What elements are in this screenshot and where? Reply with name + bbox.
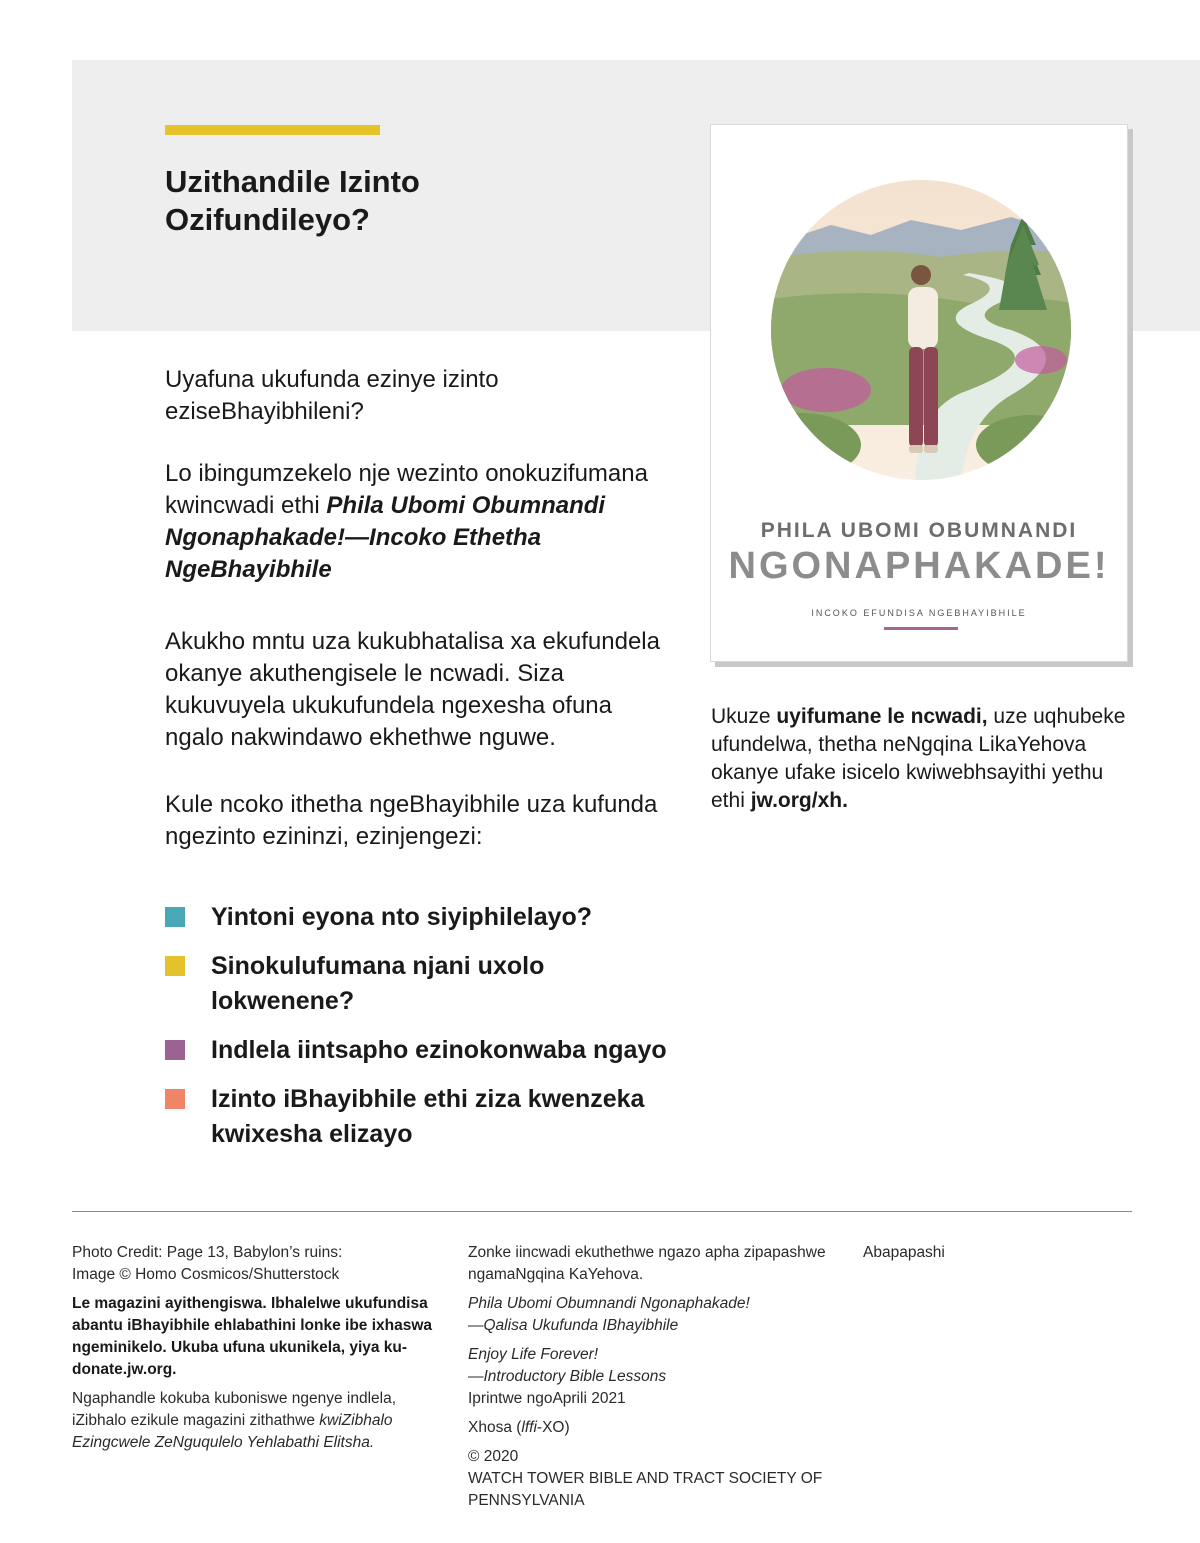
book-title: Phila Ubomi Obumnandi Ngonaphakade!—Incoko Ethetha NgeBhayibhile [165, 492, 606, 583]
list-item [165, 1033, 685, 1068]
photo-credit [72, 1242, 437, 1286]
list-item [165, 900, 685, 935]
cover-divider [884, 627, 958, 630]
copyright-holder: WATCH TOWER BIBLE AND TRACT SOCIETY OF PENNSYLVANIA [468, 1470, 823, 1509]
publisher-note: Zonke iincwadi ekuthethwe ngazo apha zipapashwe ngamaNgqina KaYehova. [468, 1244, 826, 1283]
title-line-1: Uzithandile Izinto [165, 164, 420, 199]
language-code-italic: lffi [521, 1419, 537, 1436]
donation-notice: Le magazini ayithengiswa. Ibhalelwe ukufundisa abantu iBhayibhile ehlabathini lonke ibe ixhaswa ngeminikelo. Ukuba ufuna ukunikela, yiya ku-donate.jw.org. [72, 1295, 433, 1378]
scripture-note [72, 1388, 437, 1454]
title-line-2: Ozifundileyo? [165, 202, 370, 237]
page-title [165, 163, 585, 239]
bullet-square-icon [165, 956, 185, 976]
request-note-text: uze uqhubeke ufundelwa, thetha neNgqina LikaYehova okanye ufake isicelo kwiwebhsayithi yethu ethi [711, 705, 1126, 812]
footer-divider [72, 1211, 1132, 1212]
bullet-square-icon [165, 1089, 185, 1109]
topic-label: Izinto iBhayibhile ethi ziza kwenzeka kwixesha elizayo [211, 1085, 645, 1148]
photo-credit-line-1: Photo Credit: Page 13, Babylon’s ruins: [72, 1244, 343, 1261]
intro-paragraph-3: Akukho mntu uza kukubhatalisa xa ekufundela okanye akuthengisele le ncwadi. Siza kukuvuyela ukukufundela ngexesha ofuna ngalo nakwindawo ekhethwe nguwe. [165, 628, 660, 751]
list-item [165, 949, 685, 1019]
website-link[interactable]: jw.org/xh. [750, 789, 848, 812]
copyright [468, 1446, 828, 1512]
photo-credit-line-2: Image © Homo Cosmicos/Shutterstock [72, 1266, 340, 1283]
english-title [468, 1344, 828, 1410]
request-note [711, 703, 1131, 815]
intro-paragraph-4: Kule ncoko ithetha ngeBhayibhile uza kufunda ngezinto ezininzi, ezinjengezi: [165, 791, 658, 850]
request-note-text: Ukuze [711, 705, 777, 728]
language-name: Xhosa ( [468, 1419, 522, 1436]
topic-label: Indlela iintsapho ezinokonwaba ngayo [211, 1036, 667, 1064]
local-title-line-2: —Qalisa Ukufunda IBhayibhile [468, 1317, 679, 1334]
footer-column-2 [468, 1242, 828, 1519]
language-code [468, 1417, 828, 1439]
cover-illustration [711, 125, 1129, 515]
cover-subtitle: PHILA UBOMI OBUMNANDI [760, 519, 1078, 542]
bullet-square-icon [165, 907, 185, 927]
intro-paragraph-2-text: Lo ibingumzekelo nje wezinto onokuzifumana kwincwadi ethi [165, 460, 648, 519]
local-title [468, 1293, 828, 1337]
topic-list [165, 900, 685, 1166]
english-title-line-1: Enjoy Life Forever! [468, 1346, 599, 1363]
request-note-bold: uyifumane le ncwadi, [776, 705, 988, 728]
accent-bar [165, 125, 380, 135]
local-title-line-1: Phila Ubomi Obumnandi Ngonaphakade! [468, 1295, 750, 1312]
print-date: Iprintwe ngoAprili 2021 [468, 1390, 626, 1407]
footer-column-3 [863, 1242, 1063, 1271]
bullet-square-icon [165, 1040, 185, 1060]
footer-column-1 [72, 1242, 437, 1461]
publishers-label: Abapapashi [863, 1244, 945, 1261]
intro-paragraph-2 [165, 458, 670, 586]
topic-label: Sinokulufumana njani uxolo lokwenene? [211, 952, 545, 1015]
cover-title: NGONAPHAKADE! [728, 545, 1110, 587]
book-cover [710, 124, 1128, 662]
scripture-note-italic: kwiZibhalo Ezingcwele ZeNguqulelo Yehlabathi Elitsha. [72, 1412, 393, 1451]
scripture-note-text: Ngaphandle kokuba kuboniswe ngenye indlela, iZibhalo ezikule magazini zithathwe [72, 1390, 397, 1429]
cover-tagline: INCOKO EFUNDISA NGEBHAYIBHILE [811, 608, 1027, 618]
topic-label: Yintoni eyona nto siyiphilelayo? [211, 903, 593, 931]
english-title-line-2: —Introductory Bible Lessons [468, 1368, 667, 1385]
list-item [165, 1082, 685, 1152]
intro-paragraph-1: Uyafuna ukufunda ezinye izinto eziseBhayibhileni? [165, 366, 499, 425]
copyright-year: © 2020 [468, 1448, 519, 1465]
language-code-suffix: -XO) [536, 1419, 570, 1436]
